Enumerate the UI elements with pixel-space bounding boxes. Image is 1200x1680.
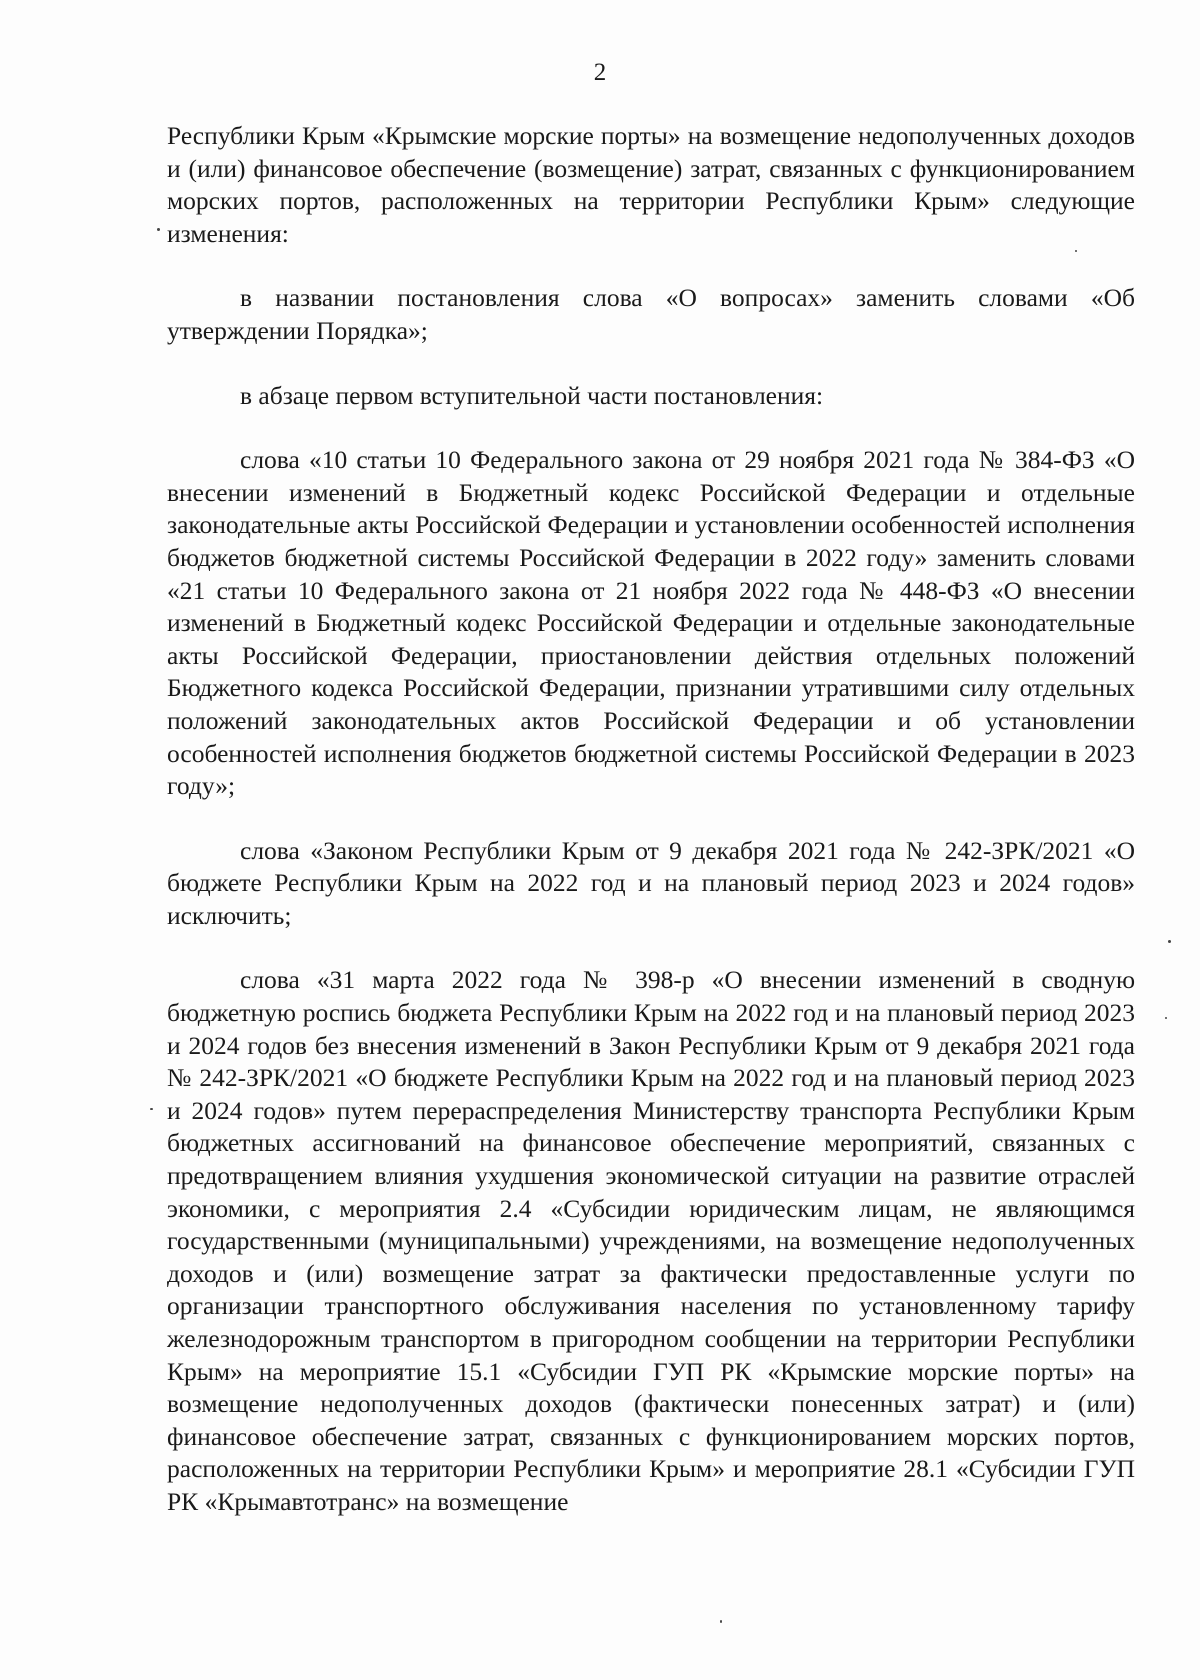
paragraph-preamble-intro: в абзаце первом вступительной части постановления:	[240, 380, 824, 410]
paragraph-crimea-law-exclusion: слова «Законом Республики Крым от 9 декабря 2021 года № 242-ЗРК/2021 «О бюджете Республики Крым на 2022 год и на плановый период 2023 и 2024 годов» исключить;	[167, 835, 1135, 930]
scan-speck	[150, 1108, 153, 1110]
paragraph-title-change: в названии постановления слова «О вопросах» заменить словами «Об утверждении Порядка»;	[167, 283, 1135, 345]
page-number: 2	[593, 59, 607, 86]
scan-speck	[1165, 1017, 1167, 1019]
paragraph-federal-law-change: слова «10 статьи 10 Федерального закона от 29 ноября 2021 года № 384-ФЗ «О внесении изменений в Бюджетный кодекс Российской Федерации и отдельные законодательные акты Российской Федерации и установлении особенностей исполнения бюджетов бюджетной системы Российской Федерации в 2022 году» заменить словами «21 статьи 10 Федерального закона от 21 ноября 2022 года № 448-ФЗ «О внесении изменений в Бюджетный кодекс Российской Федерации и отдельные законодательные акты Российской Федерации, приостановлении действия отдельных положений Бюджетного кодекса Российской Федерации, признании утратившими силу отдельных положений законодательных актов Российской Федерации и об установлении особенностей исполнения бюджетов бюджетной системы Российской Федерации в 2023 году»;	[167, 445, 1135, 801]
scan-speck	[720, 1620, 722, 1623]
document-body	[167, 120, 1135, 1551]
paragraph-continuation: Республики Крым «Крымские морские порты» на возмещение недополученных доходов и (или) финансовое обеспечение (возмещение) затрат, связанных с функционированием морских портов, расположенных на территории Республики Крым» следующие изменения:	[167, 121, 1135, 248]
scan-speck	[1075, 250, 1077, 252]
paragraph-budget-order-change: слова «31 марта 2022 года № 398-р «О внесении изменений в сводную бюджетную роспись бюджета Республики Крым на 2022 год и на плановый период 2023 и 2024 годов без внесения изменений в Закон Республики Крым от 9 декабря 2021 года № 242-ЗРК/2021 «О бюджете Республики Крым на 2022 год и на плановый период 2023 и 2024 годов» путем перераспределения Министерству транспорта Республики Крым бюджетных ассигнований на финансовое обеспечение мероприятий, связанных с предотвращением влияния ухудшения экономической ситуации на развитие отраслей экономики, с мероприятия 2.4 «Субсидии юридическим лицам, не являющимся государственными (муниципальными) учреждениями, на возмещение недополученных доходов и (или) возмещение затрат за фактически предоставленные услуги по организации транспортного обслуживания населения по установленному тарифу железнодорожным транспортом в пригородном сообщении на территории Республики Крым» на мероприятие 15.1 «Субсидии ГУП РК «Крымские морские порты» на возмещение недополученных доходов (фактически понесенных затрат) и (или) финансовое обеспечение затрат, связанных с функционированием морских портов, расположенных на территории Республики Крым» и мероприятие 28.1 «Субсидии ГУП РК «Крымавтотранс» на возмещение	[167, 965, 1135, 1516]
scan-speck	[1168, 940, 1171, 943]
scan-speck	[157, 228, 160, 231]
